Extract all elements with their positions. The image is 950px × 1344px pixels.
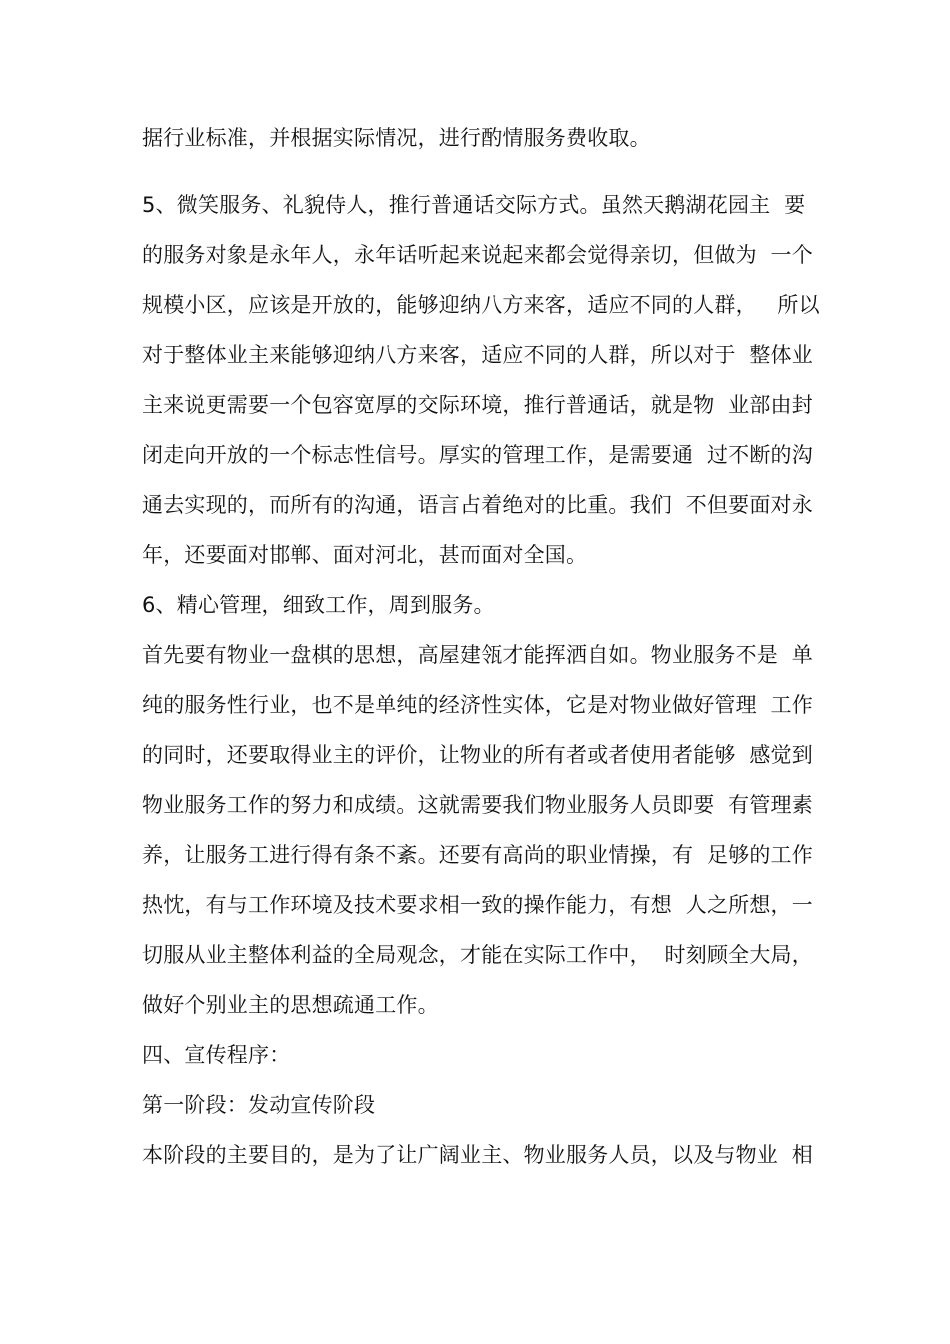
text-line: 做好个别业主的思想疏通工作。: [142, 993, 439, 1017]
text-line: 的同时，还要取得业主的评价，让物业的所有者或者使用者能够 感觉到: [142, 743, 813, 767]
text-line: 规模小区，应该是开放的，能够迎纳八方来客，适应不同的人群， 所以: [142, 293, 820, 317]
paragraph-gap: [142, 163, 822, 180]
text-line: 对于整体业主来能够迎纳八方来客，适应不同的人群，所以对于 整体业: [142, 343, 813, 367]
text-line: 的服务对象是永年人，永年话听起来说起来都会觉得亲切，但做为 一个: [142, 243, 813, 267]
body-text: [142, 113, 822, 1180]
text-line: 物业服务工作的努力和成绩。这就需要我们物业服务人员即要 有管理素: [142, 793, 813, 817]
text-line: 5、微笑服务、礼貌侍人，推行普通话交际方式。虽然天鹅湖花园主 要: [142, 193, 806, 217]
text-line: 本阶段的主要目的，是为了让广阔业主、物业服务人员，以及与物业 相: [142, 1143, 813, 1167]
text-line: 首先要有物业一盘棋的思想，高屋建瓴才能挥洒自如。物业服务不是 单: [142, 643, 813, 667]
text-line: 热忱，有与工作环境及技术要求相一致的操作能力，有想 人之所想，一: [142, 893, 813, 917]
text-line: 闭走向开放的一个标志性信号。厚实的管理工作，是需要通 过不断的沟: [142, 443, 813, 467]
text-line: 通去实现的，而所有的沟通，语言占着绝对的比重。我们 不但要面对永: [142, 493, 813, 517]
subsection-heading: 第一阶段：发动宣传阶段: [142, 1093, 376, 1117]
text-line: 主来说更需要一个包容宽厚的交际环境，推行普通话，就是物 业部由封: [142, 393, 813, 417]
text-line: 纯的服务性行业，也不是单纯的经济性实体，它是对物业做好管理 工作: [142, 693, 813, 717]
section-heading: 6、精心管理，细致工作，周到服务。: [142, 593, 495, 617]
text-line: 据行业标准，并根据实际情况，进行酌情服务费收取。: [142, 126, 651, 150]
text-line: 养，让服务工进行得有条不紊。还要有高尚的职业情操，有 足够的工作: [142, 843, 813, 867]
text-line: 切服从业主整体利益的全局观念，才能在实际工作中， 时刻顾全大局，: [142, 943, 813, 967]
section-heading: 四、宣传程序：: [142, 1043, 291, 1067]
text-line: 年，还要面对邯郸、面对河北，甚而面对全国。: [142, 543, 588, 567]
